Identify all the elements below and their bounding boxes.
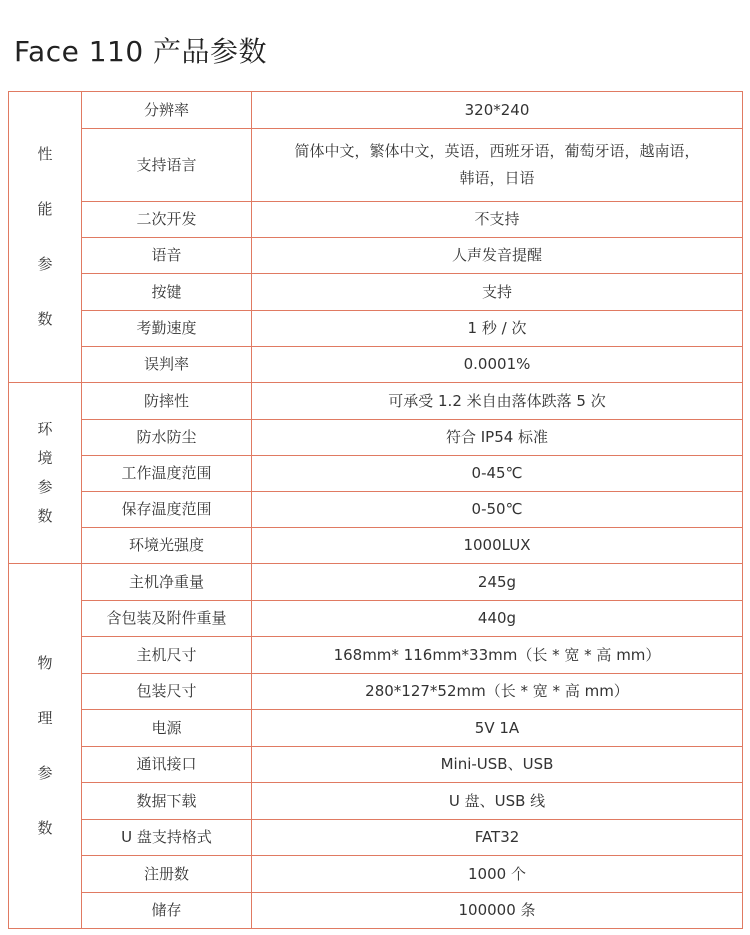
table-row	[9, 92, 743, 129]
param-name-cell: 语音	[82, 238, 252, 274]
table-row	[9, 347, 743, 383]
table-row	[9, 420, 743, 456]
param-name-cell: 保存温度范围	[82, 492, 252, 528]
param-name-cell: 含包装及附件重量	[82, 601, 252, 637]
table-row	[9, 601, 743, 637]
param-value-cell: 100000 条	[252, 893, 743, 929]
param-value-cell: 符合 IP54 标准	[252, 420, 743, 456]
param-name-cell: 误判率	[82, 347, 252, 383]
param-value-cell: 5V 1A	[252, 710, 743, 747]
category-char: 参	[37, 255, 53, 273]
param-value-cell: 人声发音提醒	[252, 238, 743, 274]
table-row	[9, 238, 743, 274]
table-row	[9, 383, 743, 420]
param-value-cell: 440g	[252, 601, 743, 637]
param-name-cell: U 盘支持格式	[82, 820, 252, 856]
param-name-cell: 环境光强度	[82, 528, 252, 564]
param-name-cell: 主机净重量	[82, 564, 252, 601]
table-row	[9, 456, 743, 492]
param-name-cell: 防水防尘	[82, 420, 252, 456]
category-cell	[9, 564, 82, 929]
category-char: 环	[37, 420, 53, 438]
param-value-cell: 1000 个	[252, 856, 743, 893]
category-cell	[9, 383, 82, 564]
table-row	[9, 856, 743, 893]
category-char: 参	[37, 478, 53, 496]
spec-table	[8, 91, 743, 929]
table-row	[9, 202, 743, 238]
param-value-cell: U 盘、USB 线	[252, 783, 743, 820]
param-value-cell: 320*240	[252, 92, 743, 129]
table-row	[9, 492, 743, 528]
table-row	[9, 274, 743, 311]
param-name-cell: 防摔性	[82, 383, 252, 420]
table-row	[9, 674, 743, 710]
param-name-cell: 包装尺寸	[82, 674, 252, 710]
param-value-cell: 不支持	[252, 202, 743, 238]
table-row	[9, 528, 743, 564]
category-char: 性	[37, 145, 53, 163]
param-value-cell: FAT32	[252, 820, 743, 856]
param-name-cell: 通讯接口	[82, 747, 252, 783]
param-value-cell: Mini-USB、USB	[252, 747, 743, 783]
category-char: 数	[37, 310, 53, 328]
param-name-cell: 考勤速度	[82, 311, 252, 347]
param-value-cell: 支持	[252, 274, 743, 311]
category-char: 数	[37, 819, 53, 837]
param-value-cell: 0-50℃	[252, 492, 743, 528]
param-name-cell: 主机尺寸	[82, 637, 252, 674]
category-char: 数	[37, 507, 53, 525]
param-value-cell: 1 秒 / 次	[252, 311, 743, 347]
table-row	[9, 564, 743, 601]
param-name-cell: 工作温度范围	[82, 456, 252, 492]
param-value-cell: 可承受 1.2 米自由落体跌落 5 次	[252, 383, 743, 420]
category-char: 能	[37, 200, 53, 218]
spec-table-body	[9, 92, 743, 929]
category-char: 物	[37, 654, 53, 672]
table-row	[9, 129, 743, 202]
table-row	[9, 747, 743, 783]
table-row	[9, 820, 743, 856]
param-name-cell: 储存	[82, 893, 252, 929]
param-name-cell: 分辨率	[82, 92, 252, 129]
param-value-cell: 245g	[252, 564, 743, 601]
table-row	[9, 311, 743, 347]
table-row	[9, 783, 743, 820]
param-value-cell: 280*127*52mm（长 * 宽 * 高 mm）	[252, 674, 743, 710]
param-value-cell: 0-45℃	[252, 456, 743, 492]
category-char: 参	[37, 764, 53, 782]
param-value-cell: 简体中文，繁体中文，英语，西班牙语，葡萄牙语，越南语，韩语，日语	[252, 129, 743, 202]
param-name-cell: 按键	[82, 274, 252, 311]
table-row	[9, 893, 743, 929]
param-value-cell: 0.0001%	[252, 347, 743, 383]
page-title: Face 110 产品参数	[14, 35, 268, 68]
table-row	[9, 637, 743, 674]
param-name-cell: 电源	[82, 710, 252, 747]
param-name-cell: 二次开发	[82, 202, 252, 238]
param-value-cell: 1000LUX	[252, 528, 743, 564]
param-value-cell: 168mm* 116mm*33mm（长 * 宽 * 高 mm）	[252, 637, 743, 674]
param-name-cell: 支持语言	[82, 129, 252, 202]
table-row	[9, 710, 743, 747]
category-char: 理	[37, 709, 53, 727]
param-name-cell: 数据下载	[82, 783, 252, 820]
param-name-cell: 注册数	[82, 856, 252, 893]
category-char: 境	[37, 449, 53, 467]
category-cell	[9, 92, 82, 383]
